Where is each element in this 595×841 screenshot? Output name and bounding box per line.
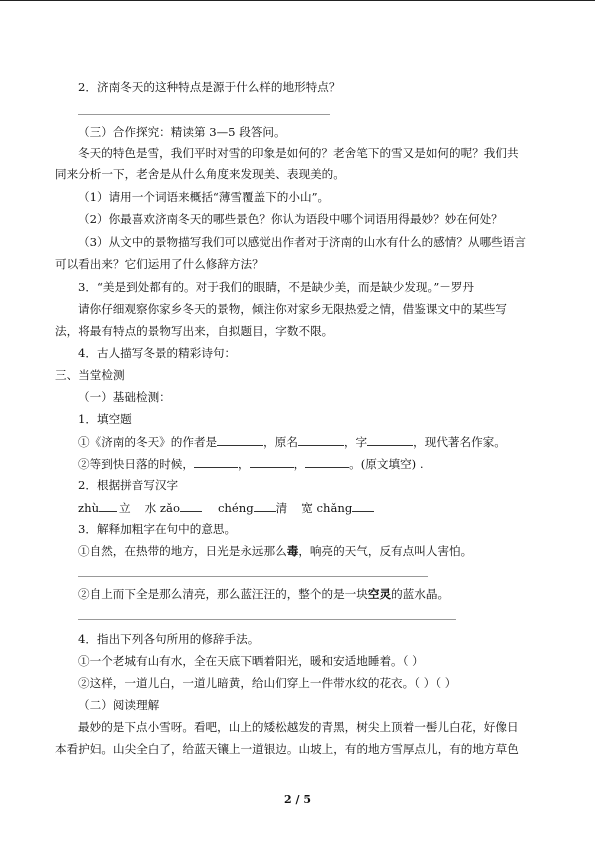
rhetoric-1: ①一个老城有山有水，全在天底下晒着阳光，暖和安适地睡着。（ ） [78,654,424,668]
question-3-text-cont: 法，将最有特点的景物写出来，自拟题目，字数不限。 [55,324,334,338]
section-3-heading: （三）合作探究：精读第 3—5 段答问。 [78,125,286,139]
pinyin-row: zhù 立 水 zǎo chéng 清 宽 chǎng [78,500,374,515]
reading-heading: （二）阅读理解 [78,698,160,712]
item-3: （3）从文中的景物描写我们可以感觉出作者对于济南的山水有什么的感情？从哪些语言 [78,235,526,249]
blank-field[interactable] [305,456,349,468]
blank-field[interactable] [250,456,294,468]
pinyin-title: 2．根据拼音写汉字 [78,478,179,492]
paragraph-line: 同来分析一下，老舍是从什么角度来发现美、表现美的。 [55,167,345,181]
explain-title: 3．解释加粗字在句中的意思。 [78,522,237,536]
section-heading: 三、当堂检测 [55,368,125,382]
item-3-cont: 可以看出来？它们运用了什么修辞方法？ [55,257,264,271]
question-2: 2．济南冬天的这种特点是源于什么样的地形特点？ [78,80,341,94]
item-1: （1）请用一个词语来概括“薄雪覆盖下的小山”。 [78,190,330,204]
question-4: 4．古人描写冬景的精彩诗句： [78,346,237,360]
answer-line [78,114,330,115]
paragraph-line: 冬天的特色是雪，我们平时对雪的印象是如何的？老舍笔下的雪又是如何的呢？我们共 [78,146,519,160]
fill-blank-2: ②等到快日落的时候， ， ， 。(原文填空) . [78,457,424,471]
fill-blank-title: 1．填空题 [78,412,132,426]
blank-field[interactable] [180,500,202,512]
explain-1: ①自然，在热带的地方，日光是永远那么毒，响亮的天气，反有点叫人害怕。 [78,544,473,558]
blank-field[interactable] [194,456,238,468]
question-3: 3．“美是到处都有的。对于我们的眼睛，不是缺少美，而是缺少发现。”－罗丹 [78,280,475,294]
item-2: （2）你最喜欢济南冬天的哪些景色？你认为语段中哪个词语用得最妙？妙在何处？ [78,212,503,226]
rhetoric-2: ②这样，一道儿白，一道儿暗黄，给山们穿上一件带水纹的花衣。（ ）（ ） [78,676,457,690]
answer-line [78,576,428,577]
blank-field[interactable] [254,500,276,512]
blank-field[interactable] [217,434,263,446]
question-3-text: 请你仔细观察你家乡冬天的景物，倾注你对家乡无限热爱之情，借鉴课文中的某些写 [78,302,507,316]
answer-line [78,619,456,620]
explain-2: ②自上而下全是那么清亮，那么蓝汪汪的，整个的是一块空灵的蓝水晶。 [78,587,450,601]
fill-blank-1: ①《济南的冬天》的作者是 ，原名 ，字 ，现代著名作家。 [78,435,506,449]
blank-field[interactable] [367,434,413,446]
blank-field[interactable] [298,434,344,446]
page-number: 2 / 5 [284,793,311,806]
reading-paragraph-cont: 本看护妇。山尖全白了，给蓝天镶上一道银边。山坡上，有的地方雪厚点儿，有的地方草色 [55,742,519,756]
reading-paragraph: 最妙的是下点小雪呀。看吧，山上的矮松越发的青黑，树尖上顶着一髻儿白花，好像日 [78,720,519,734]
subsection-heading: （一）基础检测： [78,390,171,404]
blank-field[interactable] [352,500,374,512]
blank-field[interactable] [99,500,117,512]
rhetoric-title: 4．指出下列各句所用的修辞手法。 [78,632,260,646]
